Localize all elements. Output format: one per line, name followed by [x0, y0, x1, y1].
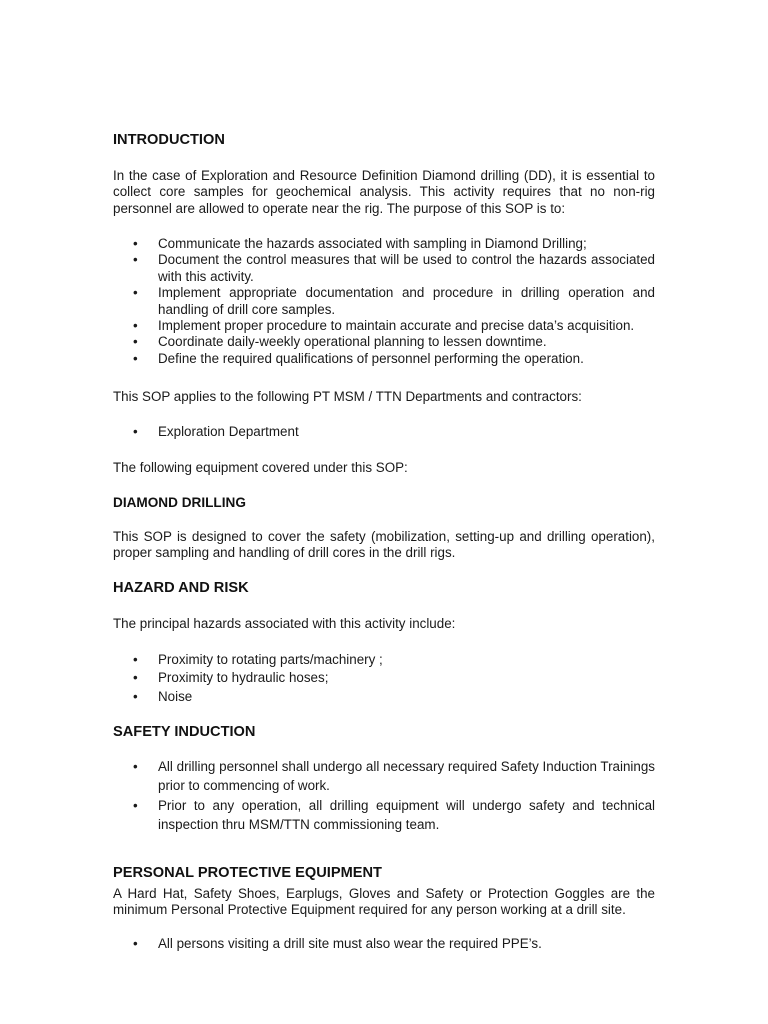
hazard-risk-paragraph: The principal hazards associated with this activity include: [113, 616, 456, 631]
introduction-paragraph: In the case of Exploration and Resource Definition Diamond drilling (DD), it is essential to collect core samples for geochemical analysis. This activity requires that no non-rig personnel are allowed to operate near the rig. The purpose of this SOP is to: [113, 168, 655, 216]
ppe-paragraph: A Hard Hat, Safety Shoes, Earplugs, Gloves and Safety or Protection Goggles are the minimum Personal Protective Equipment required for any person working at a drill site. [113, 886, 655, 918]
departments-list [113, 424, 655, 440]
bullet-icon: • [133, 350, 138, 366]
safety-induction-list [113, 758, 655, 834]
list-item: • Implement proper procedure to maintain accurate and precise data’s acquisition. [133, 318, 635, 334]
list-item: • Exploration Department [133, 424, 299, 439]
purpose-list [113, 236, 655, 367]
bullet-icon: • [133, 334, 138, 350]
list-item: • Implement appropriate documentation and procedure in drilling operation and handling of drill core samples. [133, 285, 655, 317]
hazard-risk-heading: HAZARD AND RISK [113, 580, 249, 596]
list-item: • Noise [113, 688, 655, 706]
equipment-paragraph: The following equipment covered under this SOP: [113, 460, 408, 475]
bullet-icon: • [133, 759, 138, 774]
bullet-icon: • [133, 688, 138, 704]
bullet-icon: • [133, 652, 138, 667]
list-item: • Proximity to rotating parts/machinery ; [113, 651, 655, 669]
diamond-drilling-heading: DIAMOND DRILLING [113, 495, 246, 510]
bullet-icon: • [133, 424, 138, 439]
list-item: • Document the control measures that will be used to control the hazards associated with this activity. [133, 252, 655, 284]
safety-induction-heading: SAFETY INDUCTION [113, 724, 256, 740]
ppe-heading: PERSONAL PROTECTIVE EQUIPMENT [113, 865, 382, 881]
bullet-icon: • [133, 318, 138, 334]
list-item: • Define the required qualifications of personnel performing the operation. [133, 350, 584, 366]
bullet-icon: • [133, 252, 138, 268]
list-item: • Proximity to hydraulic hoses; [113, 669, 655, 687]
list-item: • Coordinate daily-weekly operational planning to lessen downtime. [133, 334, 547, 350]
ppe-list [113, 936, 655, 952]
bullet-icon: • [133, 936, 138, 951]
list-item: • All persons visiting a drill site must also wear the required PPE’s. [133, 936, 542, 951]
introduction-heading: INTRODUCTION [113, 132, 225, 148]
bullet-icon: • [133, 798, 138, 813]
list-item: • All drilling personnel shall undergo all necessary required Safety Induction Trainings prior to commencing of work. [133, 759, 655, 793]
applies-paragraph: This SOP applies to the following PT MSM / TTN Departments and contractors: [113, 389, 582, 404]
diamond-drilling-paragraph: This SOP is designed to cover the safety (mobilization, setting-up and drilling operation), proper sampling and handling of drill cores in the drill rigs. [113, 529, 655, 561]
list-item: • Prior to any operation, all drilling equipment will undergo safety and technical inspection thru MSM/TTN commissioning team. [133, 798, 655, 832]
list-item: • Communicate the hazards associated with sampling in Diamond Drilling; [133, 236, 587, 251]
bullet-icon: • [133, 670, 138, 686]
bullet-icon: • [133, 285, 138, 301]
bullet-icon: • [133, 236, 138, 251]
hazard-list [113, 651, 655, 706]
